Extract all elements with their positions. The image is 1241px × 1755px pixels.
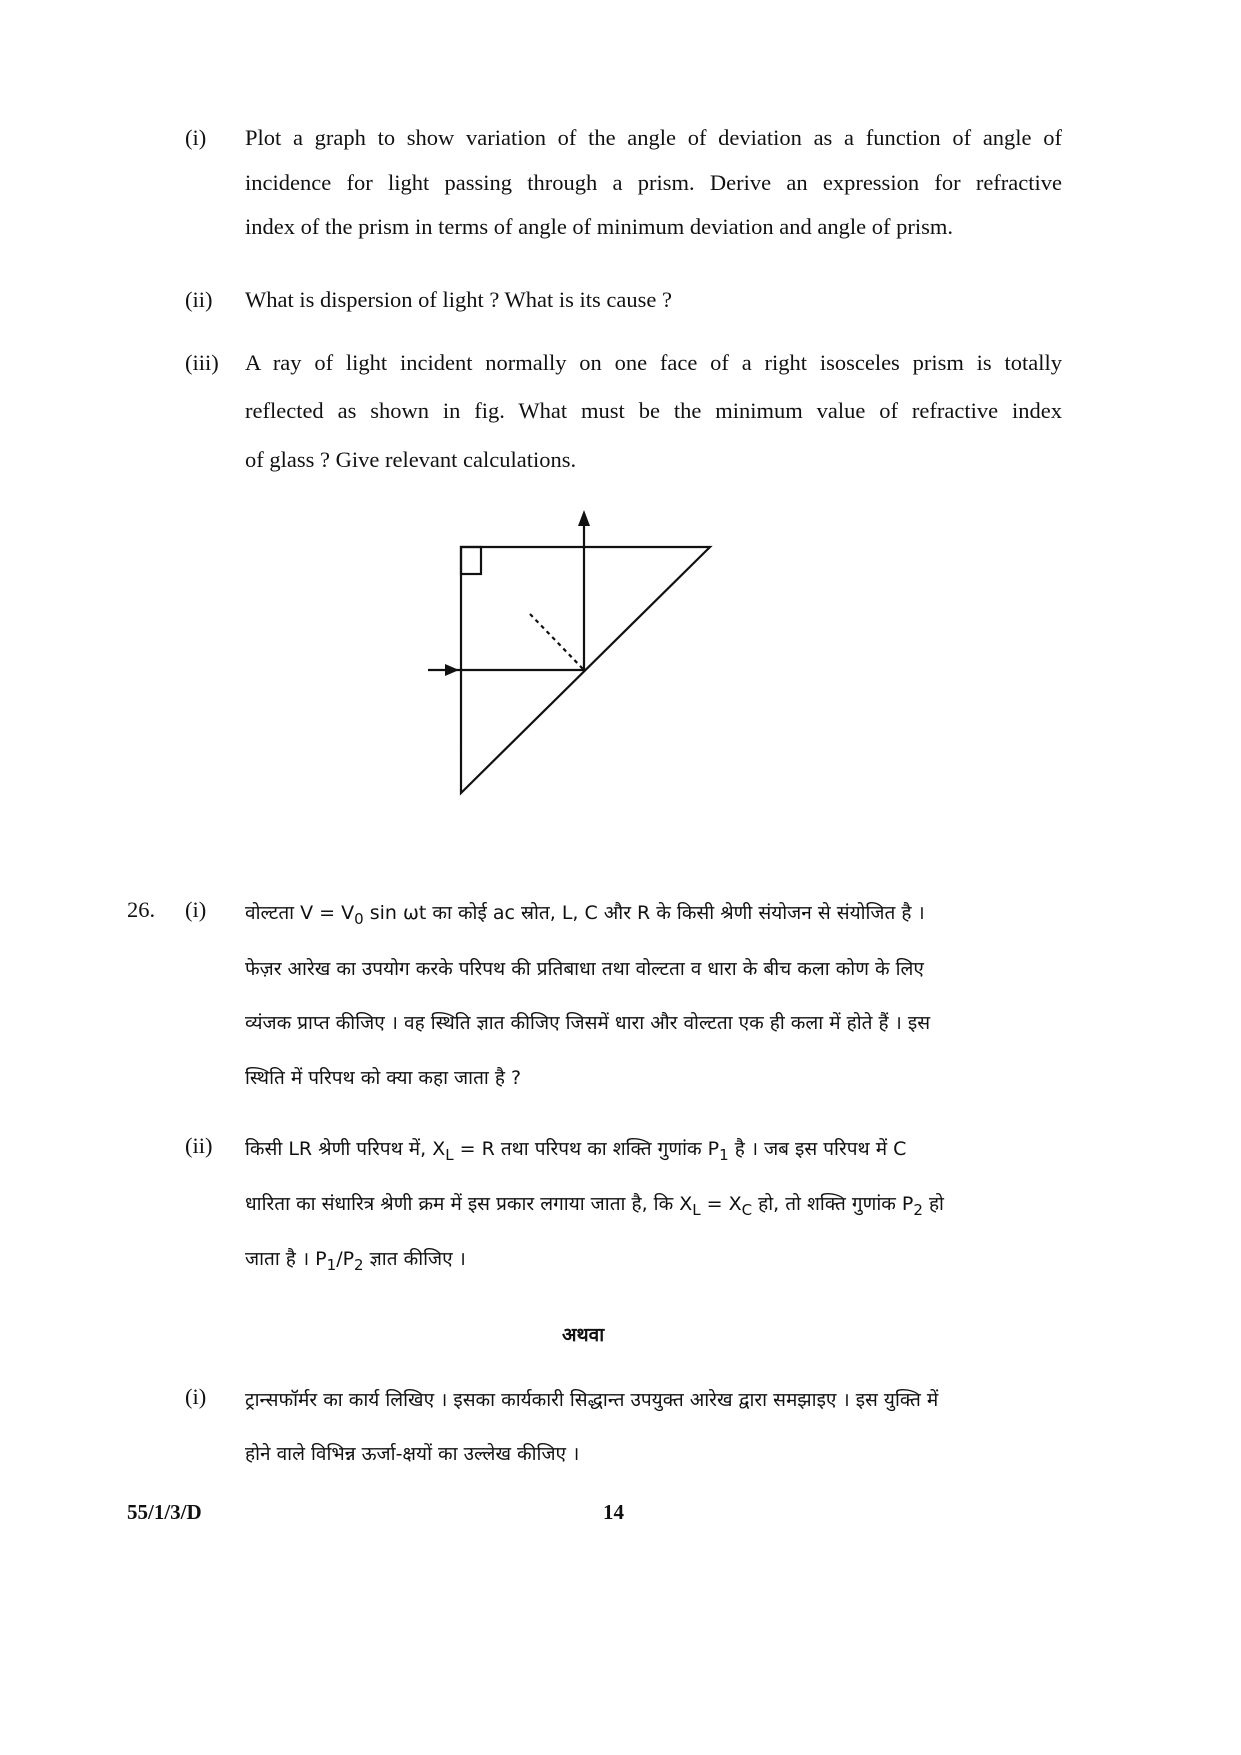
q25-part-i-line-3: index of the prism in terms of angle of minimum deviation and angle of prism.	[245, 214, 953, 239]
q26-alt-part-i-label: (i)	[185, 1384, 207, 1409]
or-label: अथवा	[562, 1324, 605, 1346]
normal-dashed-line	[530, 614, 584, 670]
q25-part-i-line-1: Plot a graph to show variation of the angle of deviation as a function of angle of	[245, 125, 1062, 150]
q26-part-ii-label: (ii)	[185, 1133, 213, 1158]
q25-part-ii-line-1: What is dispersion of light ? What is its cause ?	[245, 287, 672, 312]
q25-part-ii-label: (ii)	[185, 287, 213, 312]
right-angle-marker	[461, 547, 481, 574]
q25-part-iii-line-3: of glass ? Give relevant calculations.	[245, 447, 577, 472]
q26-alt-part-i-line-2: होने वाले विभिन्न ऊर्जा-क्षयों का उल्लेख कीजिए ।	[245, 1443, 580, 1465]
q25-part-iii-line-1: A ray of light incident normally on one face of a right isosceles prism is totally	[245, 350, 1062, 375]
q26-part-i-line-3: व्यंजक प्राप्त कीजिए । वह स्थिति ज्ञात कीजिए जिसमें धारा और वोल्टता एक ही कला में होते हैं । इस	[245, 1012, 931, 1034]
q26-alt-part-i-line-1: ट्रान्सफॉर्मर का कार्य लिखिए । इसका कार्यकारी सिद्धान्त उपयुक्त आरेख द्वारा समझाइए । इस युक्ति में	[245, 1389, 939, 1411]
footer-page-number: 14	[603, 1500, 624, 1524]
q26-part-ii-line-3: जाता है । $P_1/P_2$ ज्ञात कीजिए ।	[245, 1248, 466, 1274]
q25-part-i-label: (i)	[185, 125, 207, 150]
q26-part-ii-line-2: धारिता का संधारित्र श्रेणी क्रम में इस प्रकार लगाया जाता है, कि $X_L = X_C$ हो, तो शक्ति गुणांक $P_2$ हो	[245, 1193, 944, 1219]
reflected-arrowhead	[578, 510, 590, 526]
q25-part-iii-line-2: reflected as shown in fig. What must be the minimum value of refractive index	[245, 398, 1062, 423]
q26-part-i-line-1: वोल्टता $V = V_0$ sin ωt का कोई ac स्रोत, L, C और R के किसी श्रेणी संयोजन से संयोजित है ।	[245, 902, 925, 928]
q26-number: 26.	[127, 897, 156, 922]
q26-part-i-line-4: स्थिति में परिपथ को क्या कहा जाता है ?	[245, 1067, 522, 1089]
q26-part-ii-line-1: किसी LR श्रेणी परिपथ में, $X_L = R$ तथा परिपथ का शक्ति गुणांक $P_1$ है । जब इस परिपथ में C	[245, 1138, 907, 1164]
footer-paper-code: 55/1/3/D	[127, 1500, 202, 1524]
q25-part-iii-label: (iii)	[185, 350, 219, 375]
q26-part-i-label: (i)	[185, 897, 207, 922]
q26-part-i-line-2: फेज़र आरेख का उपयोग करके परिपथ की प्रतिबाधा तथा वोल्टता व धारा के बीच कला कोण के लिए	[245, 958, 924, 980]
incident-arrowhead	[445, 664, 459, 676]
q25-part-i-line-2: incidence for light passing through a prism. Derive an expression for refractive	[245, 170, 1062, 195]
